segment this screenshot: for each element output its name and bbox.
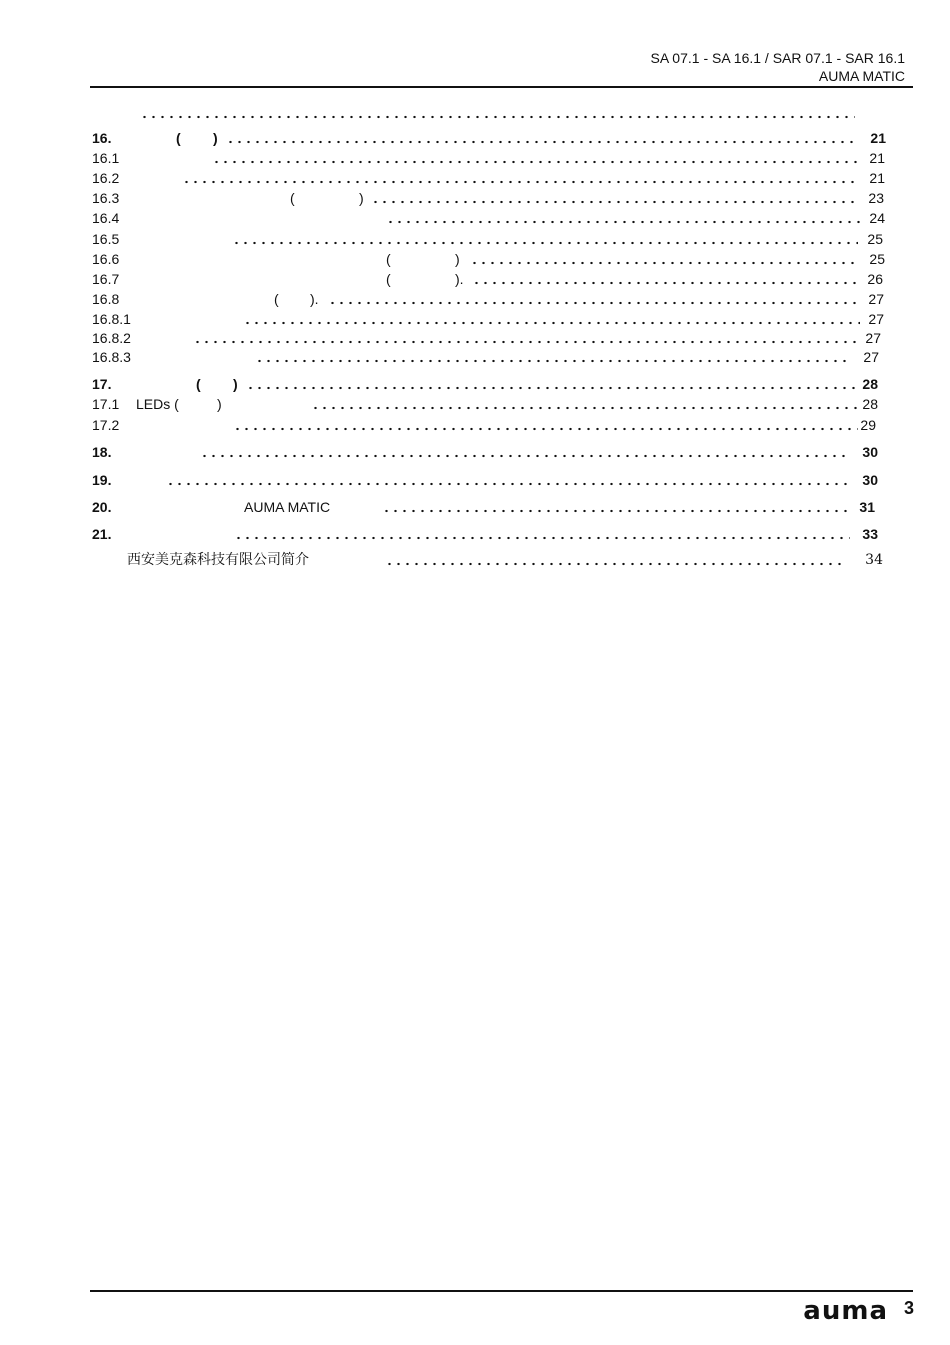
toc-title-fragment: ). — [455, 271, 464, 287]
toc-leader-dots — [140, 109, 855, 121]
toc-leader-dots — [255, 353, 849, 365]
toc-entry[interactable] — [0, 375, 950, 393]
toc-entry[interactable] — [0, 395, 950, 413]
toc-entry[interactable] — [0, 270, 950, 288]
toc-entry[interactable] — [0, 250, 950, 268]
toc-page-number: 28 — [862, 376, 878, 392]
toc-title-fragment: ) — [213, 130, 218, 146]
toc-page-number: 30 — [862, 444, 878, 460]
toc-entry[interactable] — [0, 329, 950, 347]
toc-entry[interactable] — [0, 551, 950, 569]
toc-page-number: 24 — [869, 210, 885, 226]
toc-title-fragment: ) — [455, 251, 460, 267]
toc-entry[interactable] — [0, 525, 950, 543]
toc-leader-dots — [243, 315, 860, 327]
toc-leader-dots — [182, 174, 860, 186]
toc-number: 16.8.1 — [92, 311, 131, 327]
toc-page-number: 34 — [865, 552, 883, 568]
toc-number: 16.5 — [92, 231, 120, 247]
toc-entry[interactable] — [0, 129, 950, 147]
toc-number: 16.8.2 — [92, 330, 131, 346]
toc-leader-dots — [193, 334, 860, 346]
toc-number: 16.7 — [92, 271, 120, 287]
toc-entry[interactable] — [0, 230, 950, 248]
toc-page-number: 21 — [869, 170, 885, 186]
toc-number: 16.8 — [92, 291, 120, 307]
toc-entry[interactable] — [0, 348, 950, 366]
toc-number: 20. — [92, 499, 112, 515]
toc-page-number: 27 — [863, 349, 879, 365]
toc-number: 17.2 — [92, 417, 120, 433]
toc-title-fragment: LEDs ( — [136, 396, 179, 412]
footer-rule — [90, 1290, 913, 1292]
toc-entry[interactable] — [0, 189, 950, 207]
toc-number: 16. — [92, 130, 112, 146]
toc-title-fragment: ( — [386, 271, 391, 287]
toc-title-fragment: ) — [233, 376, 238, 392]
toc-title-fragment: ( — [196, 376, 201, 392]
toc-page-number: 29 — [860, 417, 876, 433]
toc-title-fragment: ) — [217, 396, 222, 412]
toc-leader-dots — [328, 295, 860, 307]
toc-page-number: 33 — [862, 526, 878, 542]
toc-number: 18. — [92, 444, 112, 460]
toc-leader-dots — [470, 255, 860, 267]
toc-title-fragment: AUMA MATIC — [244, 499, 331, 515]
toc-number: 16.3 — [92, 190, 120, 206]
toc-number: 16.6 — [92, 251, 120, 267]
toc-title-fragment: ( — [386, 251, 391, 267]
toc-number: 16.4 — [92, 210, 120, 226]
toc-entry[interactable] — [0, 209, 950, 227]
toc-leader-dots — [371, 194, 858, 206]
toc-number: 17. — [92, 376, 112, 392]
toc-entry[interactable] — [0, 443, 950, 461]
toc-entry[interactable] — [0, 169, 950, 187]
toc-page-number: 25 — [869, 251, 885, 267]
toc-title-fragment: ). — [310, 291, 319, 307]
toc-leader-dots — [233, 421, 858, 433]
toc-number: 21. — [92, 526, 112, 542]
toc-leader-dots — [311, 400, 858, 412]
toc-page-number: 21 — [869, 150, 885, 166]
toc-leader-dots — [200, 448, 850, 460]
toc-page-number: 21 — [870, 130, 886, 146]
toc-title-fragment: ( — [274, 291, 279, 307]
toc-leader-dots — [212, 154, 860, 166]
toc-leader-dots — [166, 476, 850, 488]
toc-leader-dots — [472, 275, 858, 287]
toc-page-number: 30 — [862, 472, 878, 488]
toc-entry[interactable] — [0, 310, 950, 328]
toc-leader-dots — [385, 556, 845, 568]
toc-page-number: 26 — [867, 271, 883, 287]
header-rule — [90, 86, 913, 88]
toc-title-fragment: 西安美克森科技有限公司简介 — [127, 552, 309, 568]
toc-number: 16.2 — [92, 170, 120, 186]
toc-leader-dots — [226, 134, 858, 146]
toc-page-number: 28 — [862, 396, 878, 412]
toc-page-number: 31 — [859, 499, 875, 515]
toc-page-number: 27 — [865, 330, 881, 346]
toc-title-fragment: ) — [359, 190, 364, 206]
toc-leader-row — [0, 104, 950, 122]
toc-leader-dots — [386, 214, 860, 226]
toc-leader-dots — [232, 235, 858, 247]
toc-page-number: 25 — [867, 231, 883, 247]
toc-leader-dots — [246, 380, 858, 392]
toc-number: 17.1 — [92, 396, 120, 412]
toc-page-number: 23 — [868, 190, 884, 206]
header-subtitle: AUMA MATIC — [818, 68, 905, 84]
toc-entry[interactable] — [0, 290, 950, 308]
page-number: 3 — [903, 1298, 914, 1318]
toc-entry[interactable] — [0, 416, 950, 434]
toc-entry[interactable] — [0, 498, 950, 516]
toc-title-fragment: ( — [290, 190, 295, 206]
toc-title-fragment: ( — [176, 130, 181, 146]
toc-entry[interactable] — [0, 471, 950, 489]
toc-number: 19. — [92, 472, 112, 488]
toc-leader-dots — [234, 530, 850, 542]
auma-logo: auma — [803, 1296, 888, 1326]
toc-page-number: 27 — [868, 291, 884, 307]
toc-entry[interactable] — [0, 149, 950, 167]
toc-number: 16.1 — [92, 150, 120, 166]
toc-leader-dots — [382, 503, 850, 515]
toc-page-number: 27 — [868, 311, 884, 327]
toc-number: 16.8.3 — [92, 349, 131, 365]
header-title: SA 07.1 - SA 16.1 / SAR 07.1 - SAR 16.1 — [650, 50, 905, 66]
